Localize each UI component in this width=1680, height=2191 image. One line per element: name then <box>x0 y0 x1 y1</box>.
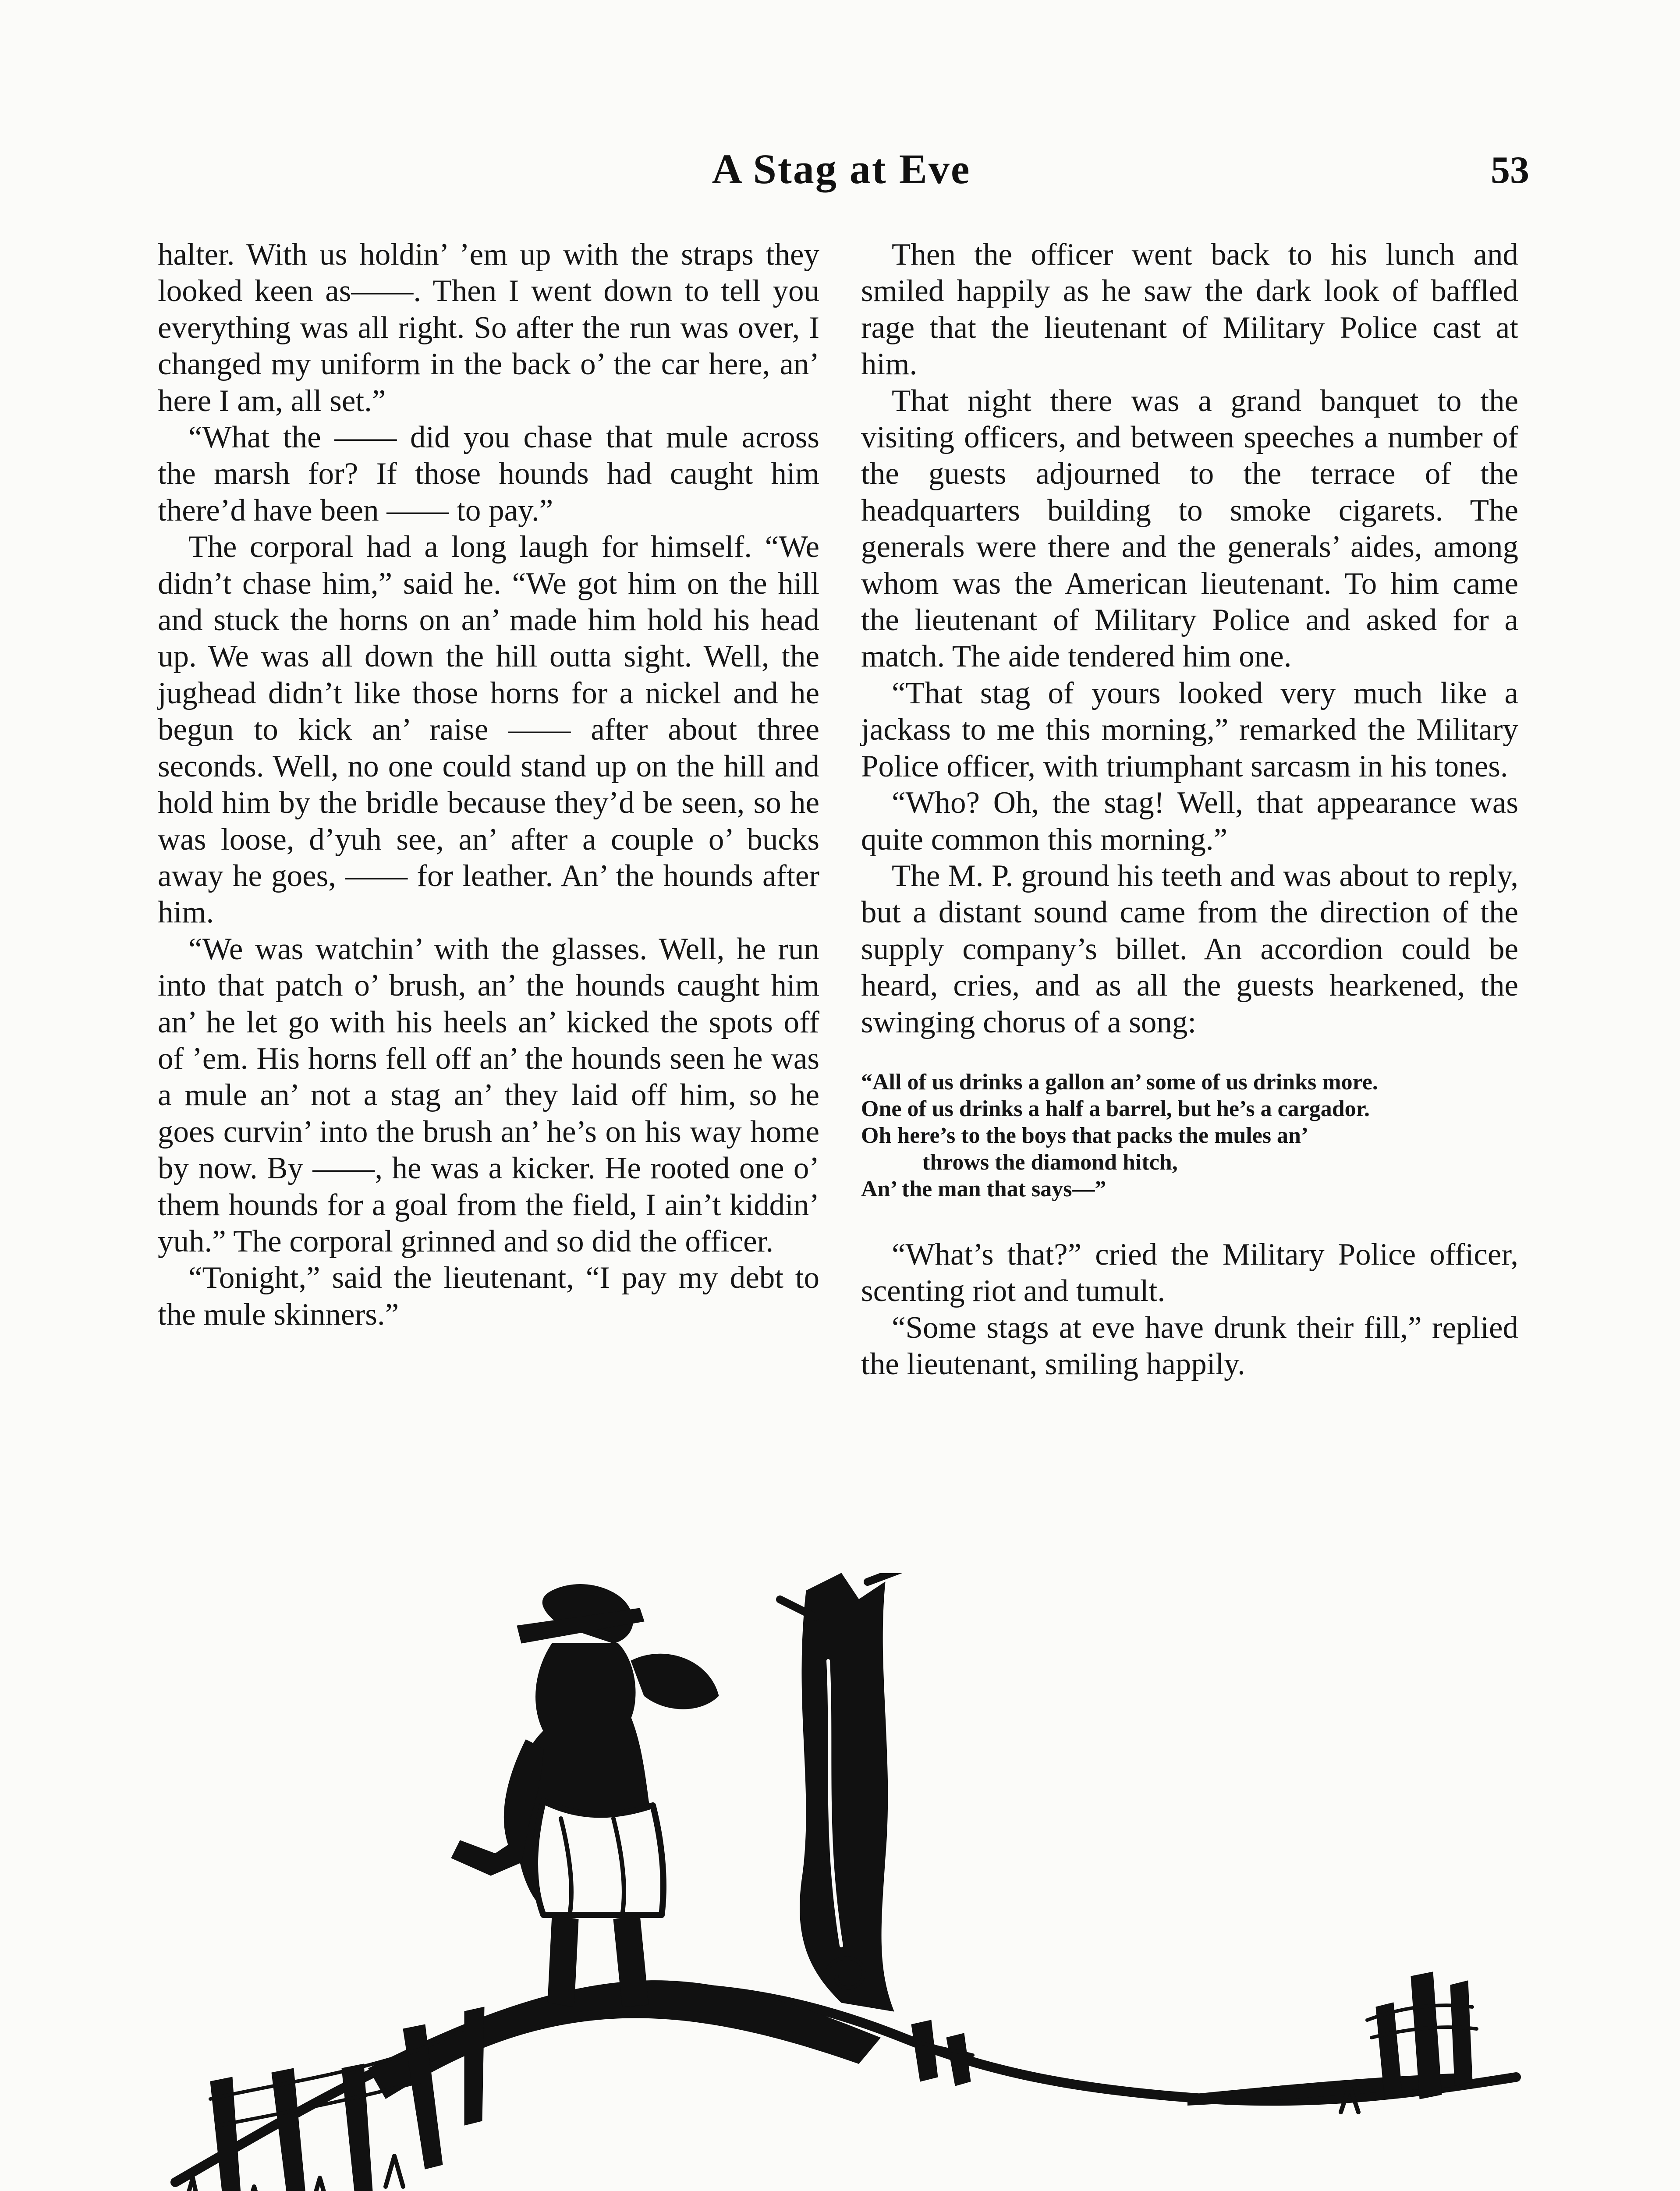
paragraph: That night there was a grand banquet to the visiting officers, and between speeches a number of the guests adjourned to the terrace of the headquarters building to smoke cigarets. The generals were there and the generals’ aides, among whom was the American lieutenant. To him came the lieutenant of Military Police and asked for a match. The aide tendered him one. <box>861 383 1518 674</box>
verse-line: “All of us drinks a gallon an’ some of us drinks more. <box>861 1069 1378 1095</box>
verse-line: One of us drinks a half a barrel, but he’s a cargador. <box>861 1096 1370 1121</box>
paragraph: “That stag of yours looked very much like a jackass to me this morning,” remarked the Military Police officer, with triumphant sarcasm in his tones. <box>861 676 1518 784</box>
left-column <box>158 237 819 1333</box>
verse-line: throws the diamond hitch, <box>922 1149 1178 1175</box>
paragraph: “We was watchin’ with the glasses. Well, he run into that patch o’ brush, an’ the hounds caught him an’ he let go with his heels an’ kicked the spots off of ’em. His horns fell off an’ the hounds seen he was a mule an’ not a stag an’ they laid off him, so he goes curvin’ into the brush an’ he’s on his way home by now. By ——, he was a kicker. He rooted one o’ them hounds for a goal from the field, I ain’t kiddin’ yuh.” The corporal grinned and so did the officer. <box>158 932 819 1259</box>
verse-line: Oh here’s to the boys that packs the mules an’ <box>861 1123 1309 1148</box>
paragraph: The corporal had a long laugh for himself. “We didn’t chase him,” said he. “We got him on the hill and stuck the horns on an’ made him hold his head up. We was all down the hill outta sight. Well, the jughead didn’t like those horns for a nickel and he begun to kick an’ raise —— after about three seconds. Well, no one could stand up on the hill and hold him by the bridle because they’d be seen, so he was loose, d’yuh see, an’ after a couple o’ bucks away he goes, —— for leather. An’ the hounds after him. <box>158 530 819 930</box>
paragraph: halter. With us holdin’ ’em up with the straps they looked keen as——. Then I went down to tell you everything was all right. So after the run was over, I changed my uniform in the back o’ the car here, an’ here I am, all set.” <box>158 238 819 418</box>
page-number: 53 <box>1491 149 1529 191</box>
paragraph: “What the —— did you chase that mule across the marsh for? If those hounds had caught him there’d have been —— to pay.” <box>158 420 819 528</box>
soldier-by-tree-icon <box>158 1573 1551 2191</box>
song-verse <box>861 1069 1518 1202</box>
paragraph: “What’s that?” cried the Military Police officer, scenting riot and tumult. <box>861 1237 1518 1308</box>
paragraph: The M. P. ground his teeth and was about to reply, but a distant sound came from the direction of the supply company’s billet. An accordion could be heard, cries, and as all the guests hearkened, the swinging chorus of a song: <box>861 858 1518 1039</box>
paragraph: Then the officer went back to his lunch and smiled happily as he saw the dark look of baffled rage that the lieutenant of Military Police cast at him. <box>861 238 1518 382</box>
soldier-by-tree-illustration <box>158 1573 1551 2191</box>
paragraph: “Tonight,” said the lieutenant, “I pay my debt to the mule skinners.” <box>158 1261 819 1332</box>
verse-line: An’ the man that says—” <box>861 1176 1106 1202</box>
paragraph: “Who? Oh, the stag! Well, that appearance was quite common this morning.” <box>861 786 1518 857</box>
right-column <box>861 237 1518 1383</box>
page-title: A Stag at Eve <box>712 145 971 192</box>
running-header <box>158 145 1529 210</box>
paragraph: “Some stags at eve have drunk their fill,” replied the lieutenant, smiling happily. <box>861 1310 1518 1382</box>
